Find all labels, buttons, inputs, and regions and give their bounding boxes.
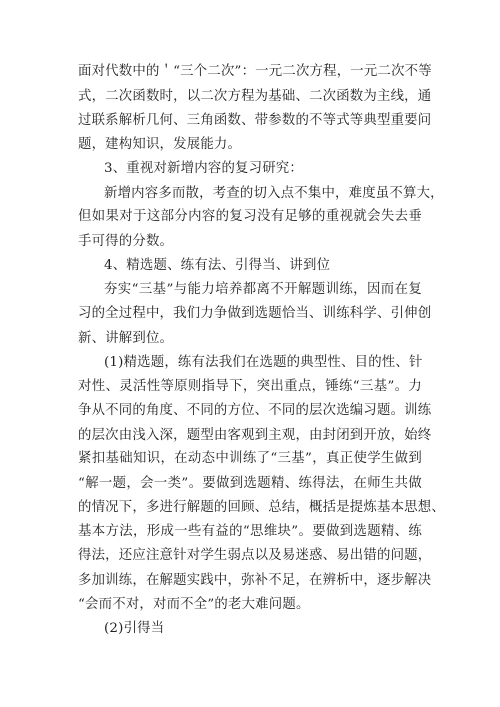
paragraph-line: 多加训练，在解题实践中，弥补不足，在辨析中，逐步解决 bbox=[78, 572, 432, 588]
paragraph-line: (1)精选题，练有法我们在选题的典型性、目的性、针 bbox=[104, 355, 423, 371]
paragraph-line: 的层次由浅入深，题型由客观到主观，由封闭到开放，始终 bbox=[78, 427, 432, 443]
paragraph-line: 对性、灵活性等原则指导下，突出重点，锤练“三基”。力 bbox=[78, 378, 422, 394]
section-heading: 4、精选题、练有法、引得当、讲到位 bbox=[104, 258, 331, 274]
paragraph-line: 题，建构知识，发展能力。 bbox=[78, 136, 242, 152]
paragraph-line: 争从不同的角度、不同的方位、不同的层次选编习题。训练 bbox=[78, 403, 432, 419]
paragraph-line: 夯实“三基”与能力培养都离不开解题训练，因而在复 bbox=[104, 281, 422, 297]
section-heading: 3、重视对新增内容的复习研究： bbox=[104, 161, 303, 176]
paragraph-line: 新增内容多而散，考查的切入点不集中，难度虽不算大， bbox=[104, 185, 444, 201]
paragraph-line: 紧扣基础知识，在动态中训练了“三基”，真正使学生做到 bbox=[78, 451, 422, 467]
paragraph-line: 习的全过程中，我们力争做到选题恰当、训练科学、引伸创 bbox=[78, 306, 432, 322]
paragraph-line: 基本方法，形成一些有益的“思维块”。要做到选题精、练 bbox=[78, 524, 422, 539]
paragraph-line: 但如果对于这部分内容的复习没有足够的重视就会失去垂 bbox=[78, 209, 422, 225]
paragraph-line: 过联系解析几何、三角函数、带参数的不等式等典型重要问 bbox=[78, 112, 432, 128]
paragraph-line: “解一题，会一类”。要做到选题精、练得法，在师生共做 bbox=[78, 475, 422, 491]
paragraph-line: 的情况下，多进行解题的回顾、总结，概括是提炼基本思想、 bbox=[78, 500, 445, 516]
paragraph-line: 式，二次函数时，以二次方程为基础、二次函数为主线，通 bbox=[78, 88, 432, 104]
paragraph-line: 得法，还应注意针对学生弱点以及易迷惑、易出错的问题， bbox=[78, 548, 432, 564]
paragraph-line: 新、讲解到位。 bbox=[78, 330, 174, 346]
paragraph-line: “会而不对，对而不全”的老大难问题。 bbox=[78, 596, 310, 612]
section-heading: (2)引得当 bbox=[104, 621, 165, 636]
paragraph-line: 面对代数中的＇“三个二次”：一元二次方程，一元二次不等 bbox=[78, 64, 432, 79]
paragraph-line: 手可得的分数。 bbox=[78, 233, 174, 249]
